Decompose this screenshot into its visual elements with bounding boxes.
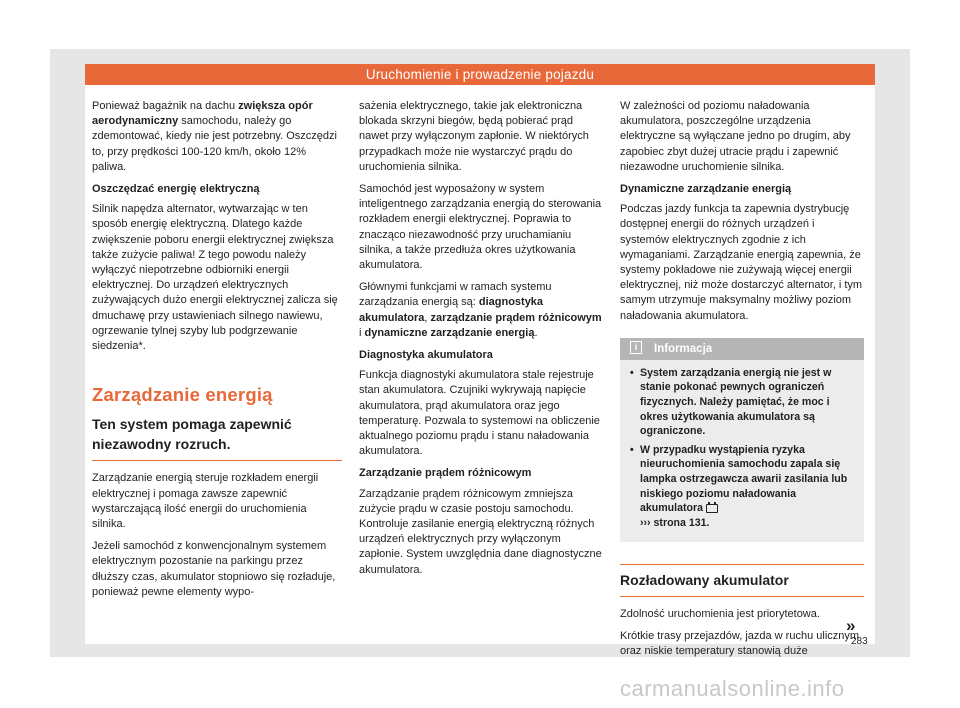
column-3 [620,99,864,666]
info-box [620,338,864,543]
paragraph: Zdolność uruchomienia jest priorytetowa. [620,607,820,620]
paragraph: Głównymi funkcjami w ramach systemu zarządzania energią są: diagnostyka akumulatora, zarządzanie prądem różnicowym i dynamiczne zarządzanie energią. [359,281,602,339]
info-box-title: Informacja [654,342,713,355]
bold-text: zarządzanie prądem różnicowym [430,311,602,324]
paragraph: Zarządzanie prądem różnicowym zmniejsza zużycie prądu w czasie postoju samochodu. Kontroluje zasilanie energią elektryczną różnych urządzeń elektrycznych przy wyłączonym zapłonie. System uwzględnia dane diagnostyczne akumulatora. [359,487,602,576]
column-1 [92,99,342,607]
info-icon: i [630,341,642,354]
battery-icon [706,504,718,513]
continue-arrow-icon: » [846,616,856,635]
list-item: • W przypadku wystąpienia ryzyka nieuruchomienia samochodu zapala się lampka ostrzegawcza awarii zasilania lub niskiego poziomu naładowania akumulatora ››› strona 131. [630,443,856,531]
paragraph: W zależności od poziomu naładowania akumulatora, poszczególne urządzenia elektryczne są wyłączane jedno po drugim, aby zapobiec zbyt dużej utracie prądu i zapewnić niezawodne uruchomienie silnika. [620,100,851,173]
page-number: 283 [851,636,868,647]
subheading: Diagnostyka akumulatora [359,349,493,362]
paragraph: sażenia elektrycznego, takie jak elektroniczna blokada skrzyni biegów, będą pobierać prąd nawet przy wyłączonym zapłonie. W niektórych przypadkach może nie wystarczyć prądu do uruchomienia silnika. [359,100,589,173]
page-reference-link[interactable]: ››› strona 131. [640,516,710,529]
paragraph: Zarządzanie energią steruje rozkładem energii elektrycznej i pomaga zawsze zapewnić wystarczającą ilość energii do uruchomienia silnika. [92,472,319,531]
info-box-header [620,338,864,360]
section-title: Rozładowany akumulator [620,564,864,596]
paragraph: Jeżeli samochód z konwencjonalnym systemem elektrycznym pozostanie na parkingu przez dłuższy czas, akumulator stopniowo się rozładuje, ponieważ pewne elementy wypo- [92,540,336,598]
paragraph: Samochód jest wyposażony w system inteligentnego zarządzania energią do sterowania rozkładem energii elektrycznej. Poprawia to znacząco niezawodność przy uruchamianiu silnika, a także przedłuża okres użytkowania akumulatora. [359,183,602,272]
section-title: Zarządzanie energią [92,384,273,406]
paragraph: Krótkie trasy przejazdów, jazda w ruchu ulicznym oraz niskie temperatury stanowią duże [620,629,860,657]
list-item: • System zarządzania energią nie jest w stanie pokonać pewnych ograniczeń fizycznych. Należy pamiętać, że moc i okres użytkowania akumulatora są ograniczone. [630,366,856,439]
section-subtitle: Ten system pomaga zapewnić niezawodny rozruch. [92,414,342,461]
paragraph: Funkcja diagnostyki akumulatora stale rejestruje stan akumulatora. Czujniki wykrywają napięcie akumulatora, prąd akumulatora oraz jego temperaturę. Pozwala to systemowi na obliczenie aktualnego poziomu prądu i stanu naładowania akumulatora. [359,369,600,458]
subheading: Dynamiczne zarządzanie energią [620,183,792,196]
paragraph: Silnik napędza alternator, wytwarzając w ten sposób energię elektryczną. Dlatego każde zwiększenie poboru energii elektrycznej zwiększa także zużycie paliwa! Z tego powodu należy wyłączyć niepotrzebne odbiorniki energii elektrycznej. Do urządzeń elektrycznych zużywających dużo energii elektrycznej zalicza się dmuchawę przy ustawieniach silnego nawiewu, ogrzewanie tylnej szyby lub podgrzewanie siedzenia*. [92,203,338,353]
paragraph: Podczas jazdy funkcja ta zapewnia dystrybucję dostępnej energii do różnych urządzeń i systemów elektrycznych zgodnie z ich wymaganiami. Zarządzanie energią zapewnia, że systemy pokładowe nie zużywają więcej energii elektrycznej, niż może dostarczyć alternator, i tym samym utrzymuje maksymalny możliwy poziom naładowania akumulatora. [620,203,863,322]
column-2 [359,99,602,585]
info-list [620,366,864,531]
chapter-header: Uruchomienie i prowadzenie pojazdu [85,64,875,85]
watermark: carmanualsonline.info [620,676,845,701]
subheading: Zarządzanie prądem różnicowym [359,467,532,480]
bold-text: diagnostyka akumulatora [359,296,544,324]
bold-text: dynamiczne zarządzanie energią [364,326,535,339]
bold-text: zwiększa opór aerodynamiczny [92,100,313,128]
subheading: Oszczędzać energię elektryczną [92,183,260,196]
paragraph: Ponieważ bagażnik na dachu zwiększa opór aerodynamiczny samochodu, należy go zdemontować, kiedy nie jest potrzebny. Oszczędzi to, przy prędkości 100-120 km/h, około 12% paliwa. [92,100,337,173]
